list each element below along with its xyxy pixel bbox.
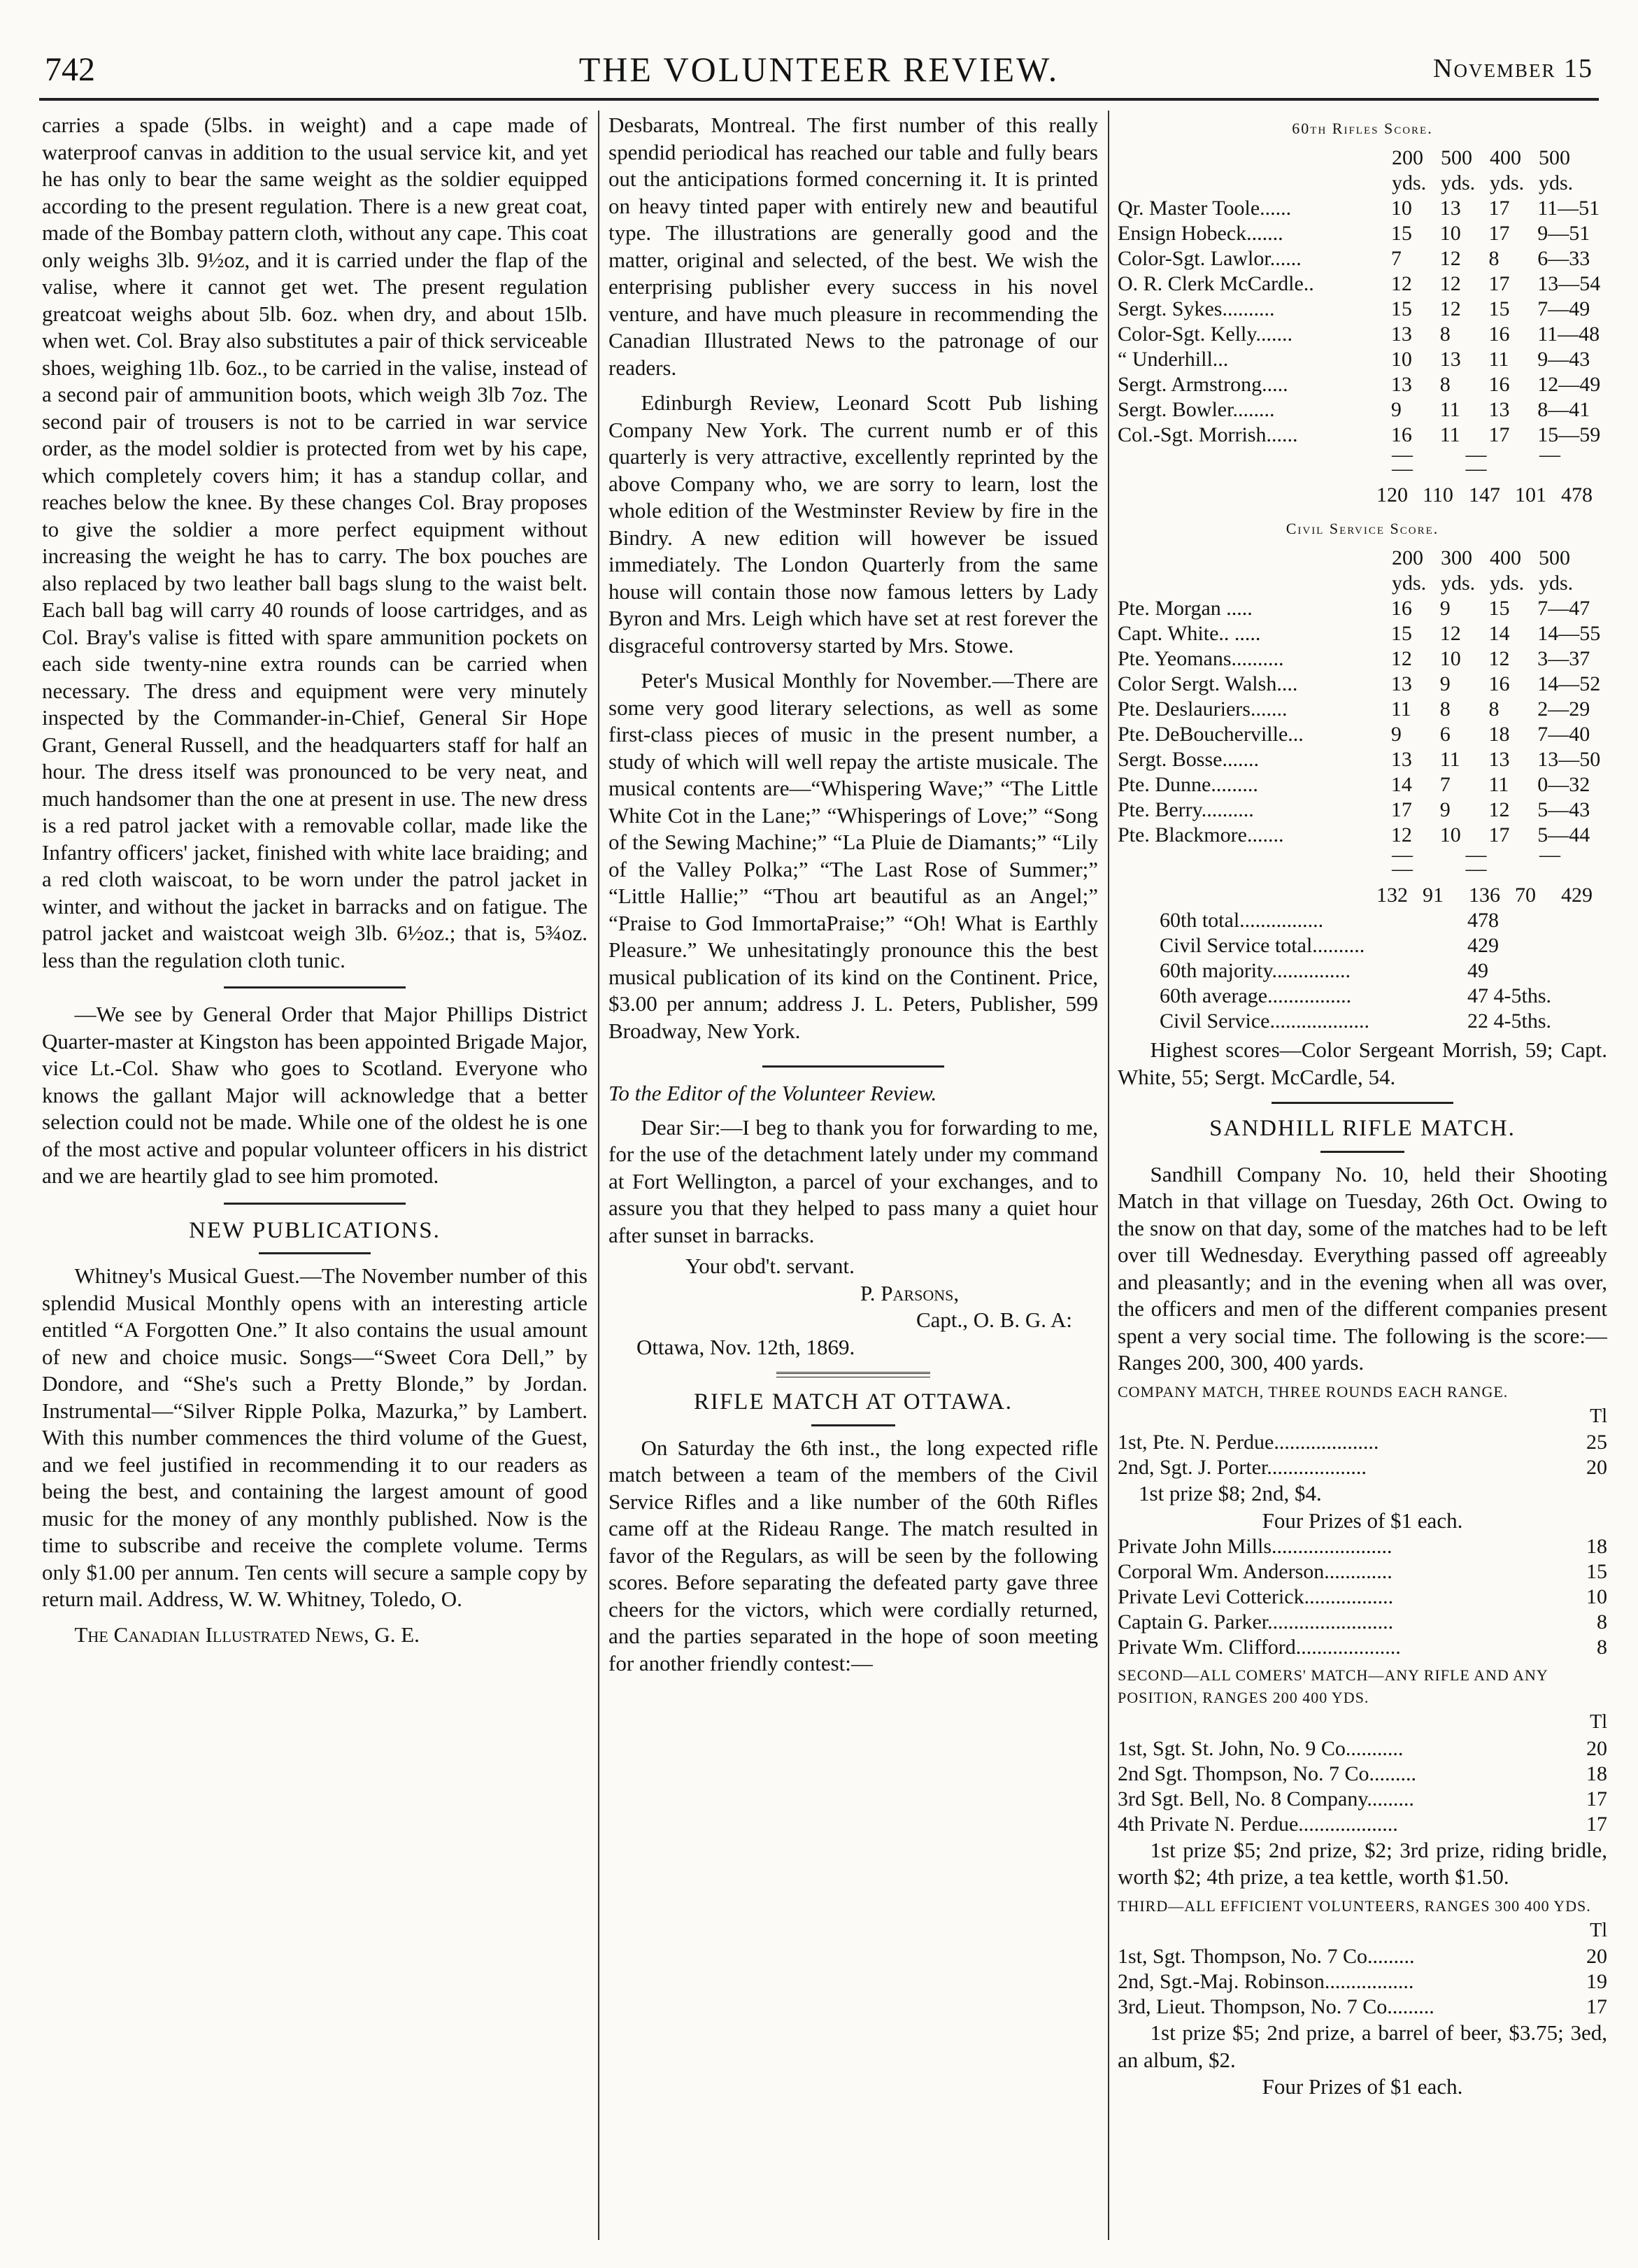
score-cell: 12 bbox=[1439, 247, 1461, 270]
score-cell: 14 bbox=[1390, 773, 1412, 796]
score-cell: 13 bbox=[1439, 197, 1461, 220]
score-cell: 6 bbox=[1439, 723, 1451, 746]
competitor-score: 18 bbox=[1586, 1535, 1607, 1558]
summary-label: 60th total................ bbox=[1160, 909, 1324, 932]
competitor-score: 25 bbox=[1586, 1431, 1607, 1454]
score-cell: 16 bbox=[1390, 597, 1412, 620]
score-aggregate: 3—37 bbox=[1537, 647, 1590, 670]
prize-row bbox=[1118, 1736, 1607, 1762]
summary-label: Civil Service total.......... bbox=[1160, 934, 1365, 957]
score-aggregate: 8—41 bbox=[1537, 398, 1590, 421]
score-aggregate: 5—43 bbox=[1537, 798, 1590, 821]
sandhill-heading: SANDHILL RIFLE MATCH. bbox=[1209, 1116, 1516, 1141]
competitor-name: Pte. Dunne......... bbox=[1118, 773, 1258, 796]
competitor-name: Corporal Wm. Anderson............. bbox=[1118, 1560, 1393, 1583]
separator-rule-double bbox=[776, 1372, 930, 1377]
competitor-name: Color-Sgt. Lawlor...... bbox=[1118, 247, 1302, 270]
rifles-score-table bbox=[1118, 116, 1607, 1034]
match-summary bbox=[1118, 908, 1607, 1034]
competitor-name: “ Underhill... bbox=[1118, 348, 1229, 371]
competitor-name: Color-Sgt. Kelly....... bbox=[1118, 323, 1292, 346]
summary-label: 60th average................ bbox=[1160, 984, 1352, 1007]
total-column-label: Tl bbox=[1590, 1919, 1607, 1941]
score-cell: 14 bbox=[1488, 622, 1510, 645]
score-cell: 13 bbox=[1390, 748, 1412, 771]
competitor-score: 8 bbox=[1597, 1610, 1607, 1633]
rifle-match-ottawa-heading: RIFLE MATCH AT OTTAWA. bbox=[693, 1389, 1013, 1415]
score-cell: 10 bbox=[1390, 197, 1412, 220]
score-cell: 16 bbox=[1488, 672, 1510, 695]
private-rows bbox=[1118, 1534, 1607, 1660]
score-aggregate: 6—33 bbox=[1537, 247, 1590, 270]
competitor-name: Private Wm. Clifford.................... bbox=[1118, 1636, 1401, 1659]
score-cell: 12 bbox=[1439, 272, 1461, 295]
score-aggregate: 13—50 bbox=[1537, 748, 1601, 771]
score-row bbox=[1118, 722, 1607, 747]
score-cell: 13 bbox=[1390, 672, 1412, 695]
score-aggregate: 7—40 bbox=[1537, 723, 1590, 746]
prize-row bbox=[1118, 1787, 1607, 1812]
page-number: 742 bbox=[45, 51, 95, 88]
score-aggregate: 7—47 bbox=[1537, 597, 1590, 620]
competitor-score: 20 bbox=[1586, 1945, 1607, 1968]
competitor-score: 19 bbox=[1586, 1970, 1607, 1993]
four-prizes-text-2: Four Prizes of $1 each. bbox=[1262, 2074, 1463, 2099]
summary-value: 49 bbox=[1467, 959, 1488, 982]
competitor-score: 10 bbox=[1586, 1585, 1607, 1608]
column-2 bbox=[608, 112, 1098, 2240]
score-cell: 8 bbox=[1439, 323, 1451, 346]
prize-row bbox=[1118, 1534, 1607, 1559]
score-row bbox=[1118, 621, 1607, 646]
score-cell: 15 bbox=[1488, 597, 1510, 620]
prize-row bbox=[1118, 1969, 1607, 1994]
rifles-score-title: 60th Rifles Score. bbox=[1292, 120, 1433, 137]
score-aggregate: 12—49 bbox=[1537, 373, 1601, 396]
prize-row bbox=[1118, 1635, 1607, 1660]
score-cell: 12 bbox=[1390, 272, 1412, 295]
score-aggregate: 5—44 bbox=[1537, 823, 1590, 846]
civil-range-header: 200 300 400 500 bbox=[1392, 546, 1570, 569]
rifles-range-header: 200 500 400 500 bbox=[1392, 146, 1570, 169]
score-cell: 17 bbox=[1488, 823, 1510, 846]
third-rows bbox=[1118, 1944, 1607, 2020]
score-cell: 11 bbox=[1488, 348, 1509, 371]
score-cell: 15 bbox=[1390, 622, 1412, 645]
letter-signature-name: P. Parsons, bbox=[860, 1280, 960, 1305]
score-aggregate: 11—51 bbox=[1537, 197, 1600, 220]
score-cell: 12 bbox=[1390, 647, 1412, 670]
company-match-heading: COMPANY MATCH, THREE ROUNDS EACH RANGE. bbox=[1118, 1382, 1509, 1401]
summary-label: Civil Service................... bbox=[1160, 1009, 1369, 1033]
second-match-heading: SECOND—ALL COMERS' MATCH—ANY RIFLE AND ANY POSITION, RANGES 200 400 YDS. bbox=[1118, 1666, 1548, 1706]
competitor-score: 17 bbox=[1586, 1812, 1607, 1836]
score-cell: 18 bbox=[1488, 723, 1510, 746]
rifles-yds-header: yds. yds. yds. yds. bbox=[1392, 171, 1574, 194]
score-cell: 16 bbox=[1488, 323, 1510, 346]
score-cell: 9 bbox=[1439, 672, 1451, 695]
third-match-heading: THIRD—ALL EFFICIENT VOLUNTEERS, RANGES 300 400 YDS. bbox=[1118, 1897, 1591, 1915]
prize-row bbox=[1118, 1944, 1607, 1969]
highest-scores: Highest scores—Color Sergeant Morrish, 59; Capt. White, 55; Sergt. McCardle, 54. bbox=[1118, 1037, 1607, 1089]
total-dashes: — — — — — bbox=[1392, 443, 1584, 480]
competitor-name: Pte. DeBoucherville... bbox=[1118, 723, 1304, 746]
prize-row bbox=[1118, 1762, 1607, 1787]
competitor-name: 3rd, Lieut. Thompson, No. 7 Co......... bbox=[1118, 1995, 1434, 2018]
score-row bbox=[1118, 798, 1607, 823]
score-row bbox=[1118, 747, 1607, 772]
score-row bbox=[1118, 221, 1607, 246]
summary-row bbox=[1160, 958, 1607, 984]
prize-row bbox=[1118, 1559, 1607, 1585]
competitor-name: 2nd Sgt. Thompson, No. 7 Co......... bbox=[1118, 1762, 1416, 1785]
score-aggregate: 14—55 bbox=[1537, 622, 1601, 645]
major-phillips-paragraph: —We see by General Order that Major Phillips District Quarter-master at Kingston has been appointed Brigade Major, vice Lt.-Col. Shaw who goes to Scotland. Everyone who knows the gallant Major will acknowledge that a better selection could not be made. While one of the oldest he is one of the most active and popular volunteer officers in his district and we are heartily glad to see him promoted. bbox=[42, 1002, 587, 1188]
competitor-name: Pte. Berry.......... bbox=[1118, 798, 1254, 821]
four-prizes-text: Four Prizes of $1 each. bbox=[1262, 1508, 1463, 1533]
column-rule-2 bbox=[1108, 111, 1109, 2240]
score-cell: 17 bbox=[1488, 272, 1510, 295]
score-cell: 13 bbox=[1390, 373, 1412, 396]
civil-totals-row: 132 91 136 70 429 bbox=[1376, 884, 1593, 907]
page-date: November 15 bbox=[1433, 54, 1593, 83]
score-row bbox=[1118, 672, 1607, 697]
score-row bbox=[1118, 772, 1607, 798]
score-cell: 12 bbox=[1439, 622, 1461, 645]
score-cell: 10 bbox=[1390, 348, 1412, 371]
score-row bbox=[1118, 196, 1607, 221]
letter-signature-rank: Capt., O. B. G. A: bbox=[916, 1307, 1073, 1332]
competitor-score: 18 bbox=[1586, 1762, 1607, 1785]
prize-row bbox=[1118, 1455, 1607, 1480]
score-cell: 11 bbox=[1390, 697, 1411, 721]
civil-yds-header: yds. yds. yds. yds. bbox=[1392, 572, 1574, 595]
score-aggregate: 15—59 bbox=[1537, 423, 1601, 446]
score-cell: 15 bbox=[1488, 297, 1510, 320]
score-cell: 7 bbox=[1390, 247, 1402, 270]
competitor-name: 1st, Sgt. Thompson, No. 7 Co......... bbox=[1118, 1945, 1415, 1968]
score-cell: 13 bbox=[1390, 323, 1412, 346]
score-cell: 17 bbox=[1488, 222, 1510, 245]
column-3 bbox=[1118, 112, 1607, 2240]
competitor-name: Pte. Blackmore....... bbox=[1118, 823, 1284, 846]
score-row bbox=[1118, 397, 1607, 423]
competitor-name: O. R. Clerk McCardle.. bbox=[1118, 272, 1314, 295]
score-aggregate: 9—51 bbox=[1537, 222, 1590, 245]
competitor-name: Qr. Master Toole...... bbox=[1118, 197, 1292, 220]
summary-row bbox=[1160, 1009, 1607, 1034]
score-row bbox=[1118, 646, 1607, 672]
separator-rule bbox=[1320, 1151, 1404, 1153]
prize-row bbox=[1118, 1610, 1607, 1635]
score-cell: 13 bbox=[1488, 398, 1510, 421]
score-cell: 12 bbox=[1488, 647, 1510, 670]
letter-closing: Your obd't. servant. bbox=[685, 1254, 855, 1278]
total-dashes: — — — — — bbox=[1392, 843, 1584, 880]
score-aggregate: 0—32 bbox=[1537, 773, 1590, 796]
summary-value: 478 bbox=[1467, 909, 1499, 932]
competitor-name: 2nd, Sgt. J. Porter................... bbox=[1118, 1456, 1367, 1479]
score-cell: 15 bbox=[1390, 297, 1412, 320]
separator-rule bbox=[1272, 1102, 1453, 1104]
score-row bbox=[1118, 372, 1607, 397]
summary-value: 47 4-5ths. bbox=[1467, 984, 1551, 1007]
score-aggregate: 13—54 bbox=[1537, 272, 1601, 295]
prize-row bbox=[1118, 1585, 1607, 1610]
score-aggregate: 7—49 bbox=[1537, 297, 1590, 320]
competitor-name: Captain G. Parker........................ bbox=[1118, 1610, 1394, 1633]
score-cell: 8 bbox=[1488, 697, 1500, 721]
score-aggregate: 14—52 bbox=[1537, 672, 1601, 695]
separator-rule bbox=[811, 1424, 895, 1426]
competitor-name: Pte. Morgan ..... bbox=[1118, 597, 1253, 620]
letter-body: Dear Sir:—I beg to thank you for forwarding to me, for the use of the detachment lately under my command at Fort Wellington, a parcel of your exchanges, and to assure you that they helped to pass many a quiet hour after sunset in barracks. bbox=[608, 1114, 1098, 1247]
column-rule-1 bbox=[598, 111, 599, 2240]
peters-musical-monthly-paragraph: Peter's Musical Monthly for November.—There are some very good literary selections, as well as some first-class pieces of music in the present number, a study of which will well repay the artiste musicale. The musical contents are—“Whispering Wave;” “The Little White Cot in the Lane;” “Whisperings of Love;” “Song of the Sewing Machine;” “La Pluie de Diamants;” “Lily of the Valley Polka;” “The Last Rose of Summer;” “Little Hallie;” “Thou art beautiful as an Angel;” “Praise to God ImmortaPraise;” “Oh! What is Earthly Pleasure.” We unhesitatingly pronounce this the best musical publication of its kind on the Continent. Price, $3.00 per annum; address J. L. Peters, Publisher, 599 Broadway, New York. bbox=[608, 668, 1098, 1043]
score-cell: 16 bbox=[1390, 423, 1412, 446]
score-cell: 8 bbox=[1439, 697, 1451, 721]
competitor-score: 20 bbox=[1586, 1736, 1607, 1760]
new-publications-heading: NEW PUBLICATIONS. bbox=[189, 1217, 441, 1243]
score-cell: 9 bbox=[1390, 398, 1402, 421]
score-cell: 13 bbox=[1439, 348, 1461, 371]
page-header bbox=[39, 36, 1599, 99]
score-cell: 9 bbox=[1439, 798, 1451, 821]
competitor-score: 15 bbox=[1586, 1560, 1607, 1583]
competitor-name: Sergt. Armstrong..... bbox=[1118, 373, 1288, 396]
letter-heading: To the Editor of the Volunteer Review. bbox=[608, 1081, 937, 1105]
score-cell: 8 bbox=[1488, 247, 1500, 270]
competitor-score: 17 bbox=[1586, 1995, 1607, 2018]
separator-rule bbox=[224, 1203, 406, 1205]
score-cell: 12 bbox=[1439, 297, 1461, 320]
separator-rule bbox=[762, 1065, 944, 1068]
score-cell: 9 bbox=[1390, 723, 1402, 746]
rifles-totals-row: 120 110 147 101 478 bbox=[1376, 483, 1593, 506]
score-row bbox=[1118, 271, 1607, 297]
competitor-name: 2nd, Sgt.-Maj. Robinson................. bbox=[1118, 1970, 1414, 1993]
page-title: THE VOLUNTEER REVIEW. bbox=[578, 50, 1060, 89]
score-cell: 12 bbox=[1488, 798, 1510, 821]
prize-row bbox=[1118, 1812, 1607, 1837]
competitor-name: 4th Private N. Perdue................... bbox=[1118, 1812, 1398, 1836]
ottawa-match-paragraph: On Saturday the 6th inst., the long expected rifle match between a team of the members of the Civil Service Rifles and a like number of the 60th Rifles came off at the Rideau Range. The match resulted in favor of the Regulars, as will be seen by the following scores. Before separating the defeated party gave three cheers for the victors, which were cordially returned, and the parties separated in the hope of soon meeting for another friendly contest:— bbox=[608, 1435, 1098, 1675]
prize-row bbox=[1118, 1994, 1607, 2020]
competitor-score: 20 bbox=[1586, 1456, 1607, 1479]
score-row bbox=[1118, 697, 1607, 722]
score-row bbox=[1118, 347, 1607, 372]
second-rows bbox=[1118, 1736, 1607, 1837]
third-prize-text: 1st prize $5; 2nd prize, a barrel of beer, $3.75; 3ed, an album, $2. bbox=[1118, 2020, 1607, 2072]
score-cell: 12 bbox=[1390, 823, 1412, 846]
summary-row bbox=[1160, 984, 1607, 1009]
separator-rule bbox=[224, 986, 406, 988]
score-row bbox=[1118, 297, 1607, 322]
letter-date: Ottawa, Nov. 12th, 1869. bbox=[636, 1334, 855, 1359]
rifles-rows bbox=[1118, 196, 1607, 448]
civil-rows bbox=[1118, 596, 1607, 848]
score-aggregate: 2—29 bbox=[1537, 697, 1590, 721]
score-cell: 9 bbox=[1439, 597, 1451, 620]
competitor-name: Private Levi Cotterick................. bbox=[1118, 1585, 1394, 1608]
score-row bbox=[1118, 246, 1607, 271]
summary-value: 429 bbox=[1467, 934, 1499, 957]
summary-row bbox=[1160, 908, 1607, 933]
separator-rule bbox=[259, 1252, 371, 1254]
sandhill-paragraph: Sandhill Company No. 10, held their Shooting Match in that village on Tuesday, 26th Oct. Owing to the snow on that day, some of the matches had to be left over till Wednesday. Everything passed off agreeably and pleasantly; and in the evening when all was over, the officers and men of the different companies present spent a very social time. The following is the score:—Ranges 200, 300, 400 yards. bbox=[1118, 1161, 1607, 1375]
summary-row bbox=[1160, 933, 1607, 958]
competitor-score: 17 bbox=[1586, 1787, 1607, 1810]
column-1 bbox=[42, 112, 587, 2240]
competitor-name: Sergt. Bowler........ bbox=[1118, 398, 1275, 421]
score-cell: 7 bbox=[1439, 773, 1451, 796]
competitor-name: Color Sergt. Walsh.... bbox=[1118, 672, 1298, 695]
competitor-name: 3rd Sgt. Bell, No. 8 Company......... bbox=[1118, 1787, 1414, 1810]
summary-label: 60th majority............... bbox=[1160, 959, 1351, 982]
score-cell: 10 bbox=[1439, 222, 1461, 245]
competitor-name: Capt. White.. ..... bbox=[1118, 622, 1261, 645]
score-cell: 17 bbox=[1488, 423, 1510, 446]
score-cell: 11 bbox=[1439, 423, 1460, 446]
score-aggregate: 11—48 bbox=[1537, 323, 1600, 346]
competitor-name: Ensign Hobeck....... bbox=[1118, 222, 1283, 245]
score-cell: 11 bbox=[1439, 748, 1460, 771]
prize-row bbox=[1118, 1430, 1607, 1455]
header-rule bbox=[39, 98, 1599, 101]
score-cell: 8 bbox=[1439, 373, 1451, 396]
second-prize-text: 1st prize $5; 2nd prize, $2; 3rd prize, riding bridle, worth $2; 4th prize, a tea kettle, worth $1.50. bbox=[1118, 1837, 1607, 1889]
canadian-illustrated-news-paragraph: The Canadian Illustrated News, G. E. bbox=[74, 1622, 420, 1647]
summary-value: 22 4-5ths. bbox=[1467, 1009, 1551, 1033]
company-rows bbox=[1118, 1430, 1607, 1480]
competitor-name: Sergt. Bosse....... bbox=[1118, 748, 1259, 771]
competitor-name: 1st, Pte. N. Perdue.................... bbox=[1118, 1431, 1379, 1454]
canadian-illustrated-news-continued: Desbarats, Montreal. The first number of this really spendid periodical has reached our table and fully bears out the anticipations formed concerning it. It is printed on heavy tinted paper with entirely new and beautiful type. The illustrations are generally good and the matter, original and selected, of the best. We wish the enterprising publisher every success in his novel venture, and have much pleasure in recommending the Canadian Illustrated News to the patronage of our readers. bbox=[608, 113, 1098, 380]
score-cell: 17 bbox=[1488, 197, 1510, 220]
whitney-musical-guest-paragraph: Whitney's Musical Guest.—The November number of this splendid Musical Monthly opens with an interesting article entitled “A Forgotten One.” It also contains the usual amount of new and choice music. Songs—“Sweet Cora Dell,” by Dondore, and “She's such a Pretty Blonde,” by Jordan. Instrumental—“Silver Ripple Polka, Mazurka,” by Lambert. With this number commences the third volume of the Guest, and we feel justified in recommending it to our readers as being the best, and containing the largest amount of good music for the money of any monthly published. Now is the time to subscribe and receive the complete volume. Terms only $1.00 per annum. Ten cents will secure a sample copy by return mail. Address, W. W. Whitney, Toledo, O. bbox=[42, 1263, 587, 1611]
competitor-name: Private John Mills....................... bbox=[1118, 1535, 1393, 1558]
competitor-name: Col.-Sgt. Morrish...... bbox=[1118, 423, 1298, 446]
company-prize-text: 1st prize $8; 2nd, $4. bbox=[1139, 1481, 1322, 1505]
competitor-name: 1st, Sgt. St. John, No. 9 Co........... bbox=[1118, 1736, 1404, 1760]
score-cell: 16 bbox=[1488, 373, 1510, 396]
total-column-label: Tl bbox=[1590, 1711, 1607, 1733]
score-cell: 13 bbox=[1488, 748, 1510, 771]
score-cell: 15 bbox=[1390, 222, 1412, 245]
dress-article-text: carries a spade (5lbs. in weight) and a cape made of waterproof canvas in addition to the usual service kit, and yet he has only to bear the same weight as the soldier equipped according to the present regulation. There is a new great coat, made of the Bombay pattern cloth, without any cape. This coat only weighs 3lb. 9½oz, and it is carried under the flap of the valise, where it cannot get wet. The present regulation greatcoat weighs about 5lb. 6oz. when dry, and about 15lb. when wet. Col. Bray also substitutes a pair of thick serviceable shoes, weighing 1lb. 6oz., to be carried in the valise, instead of a second pair of ammunition boots, which weigh 3lb 7oz. The second pair of trousers is not to be carried in war service order, as the model soldier is protected from wet by his cape, which completely covers him; it has a standup collar, and reaches below the knee. By these changes Col. Bray proposes to give the soldier a more perfect equipment without increasing the weight he has to carry. The box pouches are also replaced by two leather ball bags slung to the waist belt. Each ball bag will carry 40 rounds of loose cartridges, and as Col. Bray's valise is fitted with spare ammunition pockets on each side twenty-nine extra rounds can be carried when necessary. The dress and equipment were very minutely inspected by the Commander-in-Chief, General Sir Hope Grant, General Russell, and the headquarters staff for half an hour. The dress itself was pronounced to be very neat, and much handsomer than the one at present in use. The new dress is a red patrol jacket with a removable collar, made like the Infantry officers' jacket, finished with white lace braiding; and a red cloth waiscoat, to be worn under the patrol jacket in winter, and without the jacket in barracks and on fatigue. The patrol jacket and waistcoat weigh 3lb. 6½oz.; that is, 5¾oz. less than the regulation cloth tunic. bbox=[42, 113, 587, 972]
score-cell: 10 bbox=[1439, 647, 1461, 670]
competitor-name: Pte. Deslauriers....... bbox=[1118, 697, 1288, 721]
score-row bbox=[1118, 596, 1607, 621]
score-cell: 11 bbox=[1488, 773, 1509, 796]
competitor-score: 8 bbox=[1597, 1636, 1607, 1659]
score-aggregate: 9—43 bbox=[1537, 348, 1590, 371]
competitor-name: Pte. Yeomans.......... bbox=[1118, 647, 1284, 670]
total-column-label: Tl bbox=[1590, 1405, 1607, 1427]
civil-score-title: Civil Service Score. bbox=[1286, 520, 1439, 537]
score-cell: 11 bbox=[1439, 398, 1460, 421]
score-cell: 10 bbox=[1439, 823, 1461, 846]
competitor-name: Sergt. Sykes.......... bbox=[1118, 297, 1275, 320]
edinburgh-review-paragraph: Edinburgh Review, Leonard Scott Pub lishing Company New York. The current numb er of this quarterly is very attractive, excellently reprinted by the above Company who, we are sorry to learn, lost the whole edition of the Westminster Review by fire in the Bindry. A new edition will however be issued immediately. The London Quarterly from the same house will contain those now famous letters by Lady Byron and Mrs. Leigh which have set at rest forever the disgraceful controversy started by Mrs. Stowe. bbox=[608, 390, 1098, 658]
score-cell: 17 bbox=[1390, 798, 1412, 821]
score-row bbox=[1118, 322, 1607, 347]
